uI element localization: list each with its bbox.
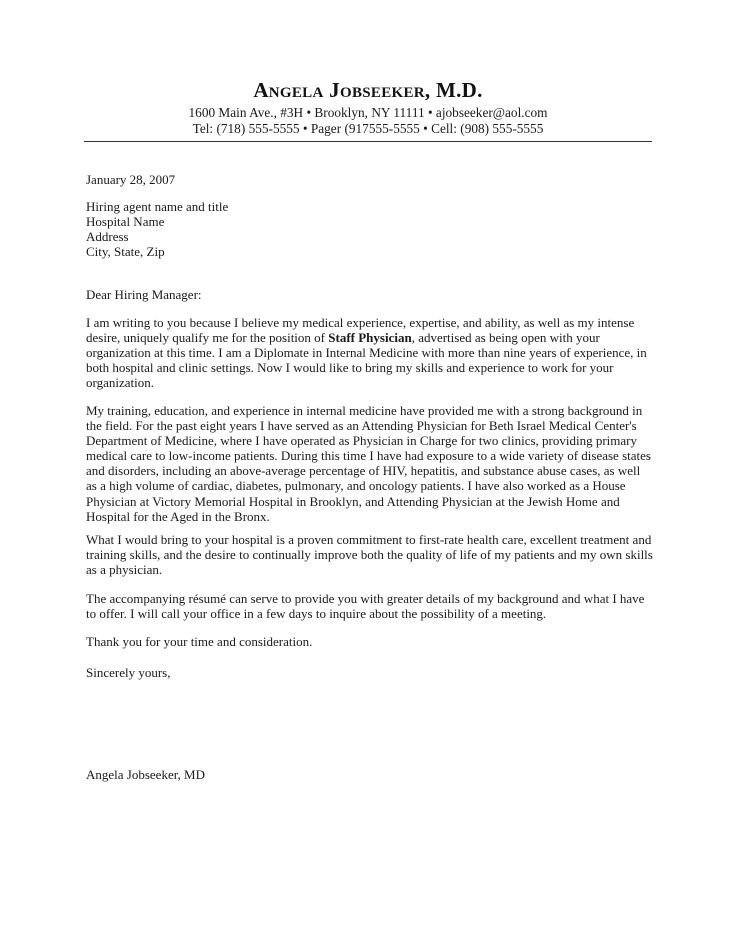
- salutation: Dear Hiring Manager:: [86, 287, 202, 302]
- recipient-address: [86, 199, 654, 259]
- closing: Sincerely yours,: [86, 665, 171, 680]
- paragraph-experience: My training, education, and experience in internal medicine have provided me with a strong background in the field. For the past eight years I have served as an Attending Physician for Beth Israel Medical Center's Department of Medicine, where I have operated as Physician in Charge for two clinics, providing primary medical care to low-income patients. During this time I have had exposure to a wide variety of disease states and disorders, including an above-average percentage of HIV, hepatitis, and substance abuse cases, as well as a high volume of cardiac, diabetes, pulmonary, and oncology patients. I have also worked as a House Physician at Victory Memorial Hospital in Brooklyn, and Attending Physician at the Jewish Home and Hospital for the Aged in the Bronx.: [86, 403, 651, 524]
- phone-line: Tel: (718) 555-5555 • Pager (917555-5555 • Cell: (908) 555-5555: [192, 121, 544, 136]
- paragraph-followup: The accompanying résumé can serve to provide you with greater details of my background and what I have to offer. I will call your office in a few days to inquire about the possibility of a meeting.: [86, 591, 645, 622]
- paragraph-text: I am writing to you because I believe my medical experience, expertise, and ability, as well as my intense desire, uniquely qualify me for the position of: [86, 315, 635, 346]
- header-divider: [84, 141, 652, 142]
- recipient-line: Hiring agent name and title: [86, 199, 229, 214]
- address-line: 1600 Main Ave., #3H • Brooklyn, NY 11111 • ajobseeker@aol.com: [188, 105, 548, 120]
- paragraph-intro: [86, 315, 654, 390]
- thanks-line: Thank you for your time and consideration.: [86, 634, 313, 649]
- position-title: Staff Physician: [328, 330, 412, 346]
- paragraph-text: , advertised as being open with your organization at this time. I am a Diplomate in Internal Medicine with more than nine years of experience, in both hospital and clinic settings. Now I would like to bring my skills and experience to work for your organization.: [86, 330, 647, 391]
- applicant-name: Angela Jobseeker, M.D.: [253, 78, 483, 102]
- recipient-line: Hospital Name: [86, 214, 165, 230]
- recipient-line: City, State, Zip: [86, 244, 165, 260]
- recipient-line: Address: [86, 229, 129, 245]
- letter-date: January 28, 2007: [86, 172, 176, 187]
- paragraph-commitment: What I would bring to your hospital is a proven commitment to first-rate health care, excellent treatment and training skills, and the desire to continually improve both the quality of life of my patients and my own skills as a physician.: [86, 532, 653, 578]
- signature-name: Angela Jobseeker, MD: [86, 767, 205, 782]
